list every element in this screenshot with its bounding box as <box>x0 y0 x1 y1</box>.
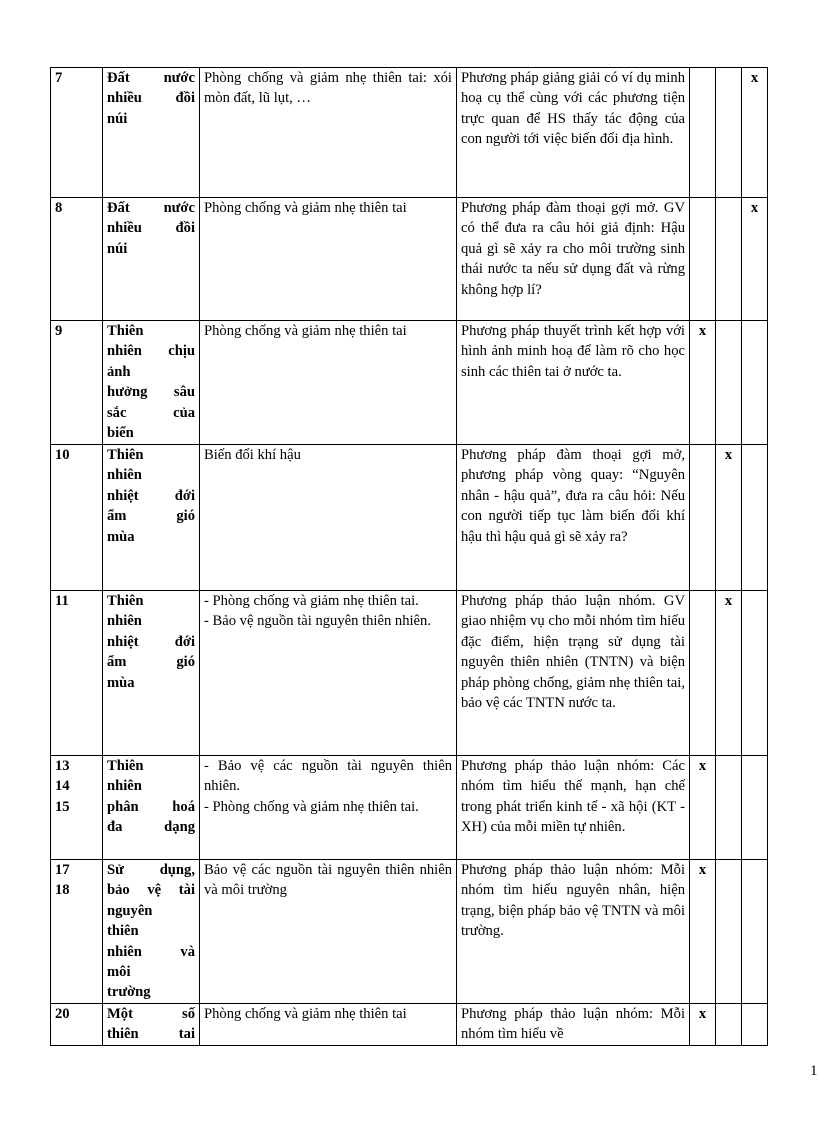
teaching-method-cell <box>457 1003 690 1045</box>
lesson-topic-cell <box>103 860 200 1004</box>
lesson-number-cell <box>51 591 103 756</box>
lesson-number: 15 <box>55 798 70 815</box>
level-mark-cell <box>742 321 768 445</box>
integration-content: Phòng chống và giảm nhẹ thiên tai <box>204 1005 407 1022</box>
lesson-topic-cell <box>103 68 200 198</box>
lesson-topic-line: phân hoá <box>107 798 195 815</box>
lesson-topic-line: núi <box>107 240 128 257</box>
teaching-method: Phương pháp đàm thoại gợi mở, phương pháp vòng quay: “Nguyên nhân - hậu quả”, đưa ra câu hỏi: Nếu con người tiếp tục làm biến đổi khí hậu thì hậu quả gì sẽ xảy ra? <box>461 447 685 545</box>
lesson-topic-cell <box>103 756 200 860</box>
table-row <box>51 198 768 321</box>
level-mark-cell <box>742 591 768 756</box>
integration-content-cell <box>200 591 457 756</box>
integration-content-line: - Bảo vệ các nguồn tài nguyên thiên nhiên. <box>204 758 452 795</box>
lesson-topic-line: Đất nước <box>107 70 195 86</box>
lesson-topic-cell <box>103 321 200 445</box>
level-mark: x <box>698 1005 707 1022</box>
lesson-topic-line: Thiên <box>107 593 144 609</box>
lesson-number: 14 <box>55 778 70 795</box>
table-row <box>51 860 768 1004</box>
teaching-method-cell <box>457 591 690 756</box>
table-row <box>51 321 768 445</box>
level-mark-cell <box>716 860 742 1004</box>
level-mark: x <box>698 758 707 774</box>
lesson-number: 8 <box>55 200 63 216</box>
teaching-method-cell <box>457 321 690 445</box>
integration-content-cell <box>200 1003 457 1045</box>
lesson-topic-line: nhiệt đới <box>107 633 195 650</box>
lesson-number-cell <box>51 445 103 591</box>
level-mark-cell <box>716 756 742 860</box>
integration-content-cell <box>200 68 457 198</box>
lesson-topic-line: mùa <box>107 674 135 691</box>
lesson-number: 11 <box>55 593 69 609</box>
lesson-topic-line: ẩm gió <box>107 508 195 525</box>
level-mark-cell <box>690 321 716 445</box>
lesson-topic-cell <box>103 591 200 756</box>
teaching-method-cell <box>457 860 690 1004</box>
integration-content-line: - Phòng chống và giảm nhẹ thiên tai. <box>204 593 419 609</box>
lesson-number-cell <box>51 321 103 445</box>
lesson-topic-line: nhiên và <box>107 943 195 960</box>
integration-content-cell <box>200 321 457 445</box>
integration-content: Phòng chống và giảm nhẹ thiên tai <box>204 200 407 216</box>
lesson-number-cell <box>51 1003 103 1045</box>
level-mark-cell <box>690 68 716 198</box>
lesson-number-cell <box>51 68 103 198</box>
teaching-method: Phương pháp thuyết trình kết hợp với hình ảnh minh hoạ để làm rõ cho học sinh các thiên tai ở nước ta. <box>461 323 685 380</box>
lesson-number-cell <box>51 756 103 860</box>
level-mark-cell <box>716 198 742 321</box>
lesson-topic-line: nhiều đồi <box>107 90 195 107</box>
lesson-topic-line: nhiên <box>107 467 142 484</box>
lesson-topic-line: Một số <box>107 1005 195 1022</box>
teaching-method-cell <box>457 198 690 321</box>
lesson-topic-line: nguyên <box>107 902 153 919</box>
lesson-topic-line: Thiên <box>107 323 144 339</box>
teaching-method-cell <box>457 445 690 591</box>
lesson-number: 7 <box>55 70 63 86</box>
lesson-topic-line: ẩm gió <box>107 654 195 671</box>
teaching-method-cell <box>457 68 690 198</box>
level-mark-cell <box>742 198 768 321</box>
integration-content: Phòng chống và giảm nhẹ thiên tai <box>204 323 407 339</box>
lesson-topic-line: thiên tai <box>107 1026 195 1043</box>
lesson-topic-cell <box>103 445 200 591</box>
lesson-topic-line: Sử dụng, <box>107 862 195 878</box>
teaching-method: Phương pháp thảo luận nhóm. GV giao nhiệm vụ cho mỗi nhóm tìm hiểu đặc điểm, hiện trạng sử dụng tài nguyên thiên nhiên (TNTN) và biện pháp phòng chống, giảm nhẹ thiên tai, bảo vệ các TNTN nước ta. <box>461 593 685 712</box>
lesson-topic-line: trường <box>107 984 151 1001</box>
lesson-topic-line: Thiên <box>107 758 144 774</box>
lesson-topic-cell <box>103 1003 200 1045</box>
lesson-topic-line: ảnh <box>107 363 131 380</box>
level-mark: x <box>750 70 759 86</box>
level-mark-cell <box>742 860 768 1004</box>
lesson-topic-line: sắc của <box>107 404 195 421</box>
teaching-method: Phương pháp giảng giải có ví dụ minh hoạ cụ thể cùng với các phương tiện trực quan để HS thấy tác động của con người tới việc biến đổi địa hình. <box>461 70 685 148</box>
lesson-number: 13 <box>55 758 70 774</box>
table-row <box>51 591 768 756</box>
table-row <box>51 756 768 860</box>
integration-content-line: - Phòng chống và giảm nhẹ thiên tai. <box>204 798 419 815</box>
level-mark-cell <box>690 445 716 591</box>
level-mark: x <box>724 447 733 463</box>
integration-content: Bảo vệ các nguồn tài nguyên thiên nhiên và môi trường <box>204 862 452 899</box>
teaching-method: Phương pháp thảo luận nhóm: Mỗi nhóm tìm hiểu về <box>461 1005 685 1043</box>
lesson-topic-line: nhiên chịu <box>107 343 195 360</box>
level-mark-cell <box>716 1003 742 1045</box>
level-mark-cell <box>716 445 742 591</box>
level-mark-cell <box>742 68 768 198</box>
lesson-topic-line: nhiều đồi <box>107 220 195 237</box>
lesson-topic-line: nhiên <box>107 778 142 795</box>
level-mark-cell <box>742 756 768 860</box>
level-mark-cell <box>690 860 716 1004</box>
lesson-number: 9 <box>55 323 63 339</box>
lesson-plan-table <box>50 67 768 1046</box>
level-mark-cell <box>690 198 716 321</box>
level-mark-cell <box>716 321 742 445</box>
level-mark-cell <box>742 445 768 591</box>
lesson-topic-cell <box>103 198 200 321</box>
lesson-topic-line: hưởng sâu <box>107 384 195 401</box>
level-mark-cell <box>690 1003 716 1045</box>
table-row <box>51 1003 768 1045</box>
lesson-topic-line: Thiên <box>107 447 144 463</box>
lesson-topic-line: nhiệt đới <box>107 487 195 504</box>
level-mark: x <box>698 323 707 339</box>
lesson-topic-line: môi <box>107 964 131 981</box>
lesson-topic-line: nhiên <box>107 613 142 630</box>
teaching-method: Phương pháp thảo luận nhóm: Mỗi nhóm tìm hiểu nguyên nhân, hiện trạng, biện pháp bảo vệ TNTN và môi trường. <box>461 862 685 940</box>
lesson-number: 18 <box>55 882 70 899</box>
integration-content-cell <box>200 756 457 860</box>
lesson-topic-line: Đất nước <box>107 200 195 216</box>
lesson-topic-line: đa dạng <box>107 819 195 836</box>
level-mark-cell <box>716 68 742 198</box>
table-row <box>51 68 768 198</box>
table-row <box>51 445 768 591</box>
lesson-topic-line: mùa <box>107 528 135 545</box>
page-number: 1 <box>810 1063 818 1079</box>
lesson-number-cell <box>51 198 103 321</box>
level-mark: x <box>698 862 707 878</box>
lesson-number: 10 <box>55 447 70 463</box>
teaching-method-cell <box>457 756 690 860</box>
lesson-number-cell <box>51 860 103 1004</box>
teaching-method: Phương pháp đàm thoại gợi mở. GV có thể đưa ra câu hỏi giả định: Hậu quả gì sẽ xảy ra cho môi trường sinh thái nước ta nếu sử dụng đất và rừng không hợp lí? <box>461 200 685 298</box>
lesson-topic-line: bảo vệ tài <box>107 882 195 899</box>
level-mark-cell <box>690 756 716 860</box>
integration-content-line: - Bảo vệ nguồn tài nguyên thiên nhiên. <box>204 613 431 630</box>
level-mark-cell <box>742 1003 768 1045</box>
integration-content: Phòng chống và giảm nhẹ thiên tai: xói mòn đất, lũ lụt, … <box>204 70 452 107</box>
lesson-topic-line: biển <box>107 425 134 442</box>
lesson-topic-line: núi <box>107 110 128 127</box>
integration-content-cell <box>200 198 457 321</box>
lesson-number: 17 <box>55 862 70 878</box>
teaching-method: Phương pháp thảo luận nhóm: Các nhóm tìm hiểu thế mạnh, hạn chế trong phát triển kinh tế - xã hội (KT - XH) của mỗi miền tự nhiên. <box>461 758 685 836</box>
integration-content: Biến đổi khí hậu <box>204 447 301 463</box>
lesson-number: 20 <box>55 1005 70 1022</box>
integration-content-cell <box>200 445 457 591</box>
integration-content-cell <box>200 860 457 1004</box>
level-mark-cell <box>690 591 716 756</box>
level-mark-cell <box>716 591 742 756</box>
level-mark: x <box>724 593 733 609</box>
lesson-topic-line: thiên <box>107 923 139 940</box>
level-mark: x <box>750 200 759 216</box>
